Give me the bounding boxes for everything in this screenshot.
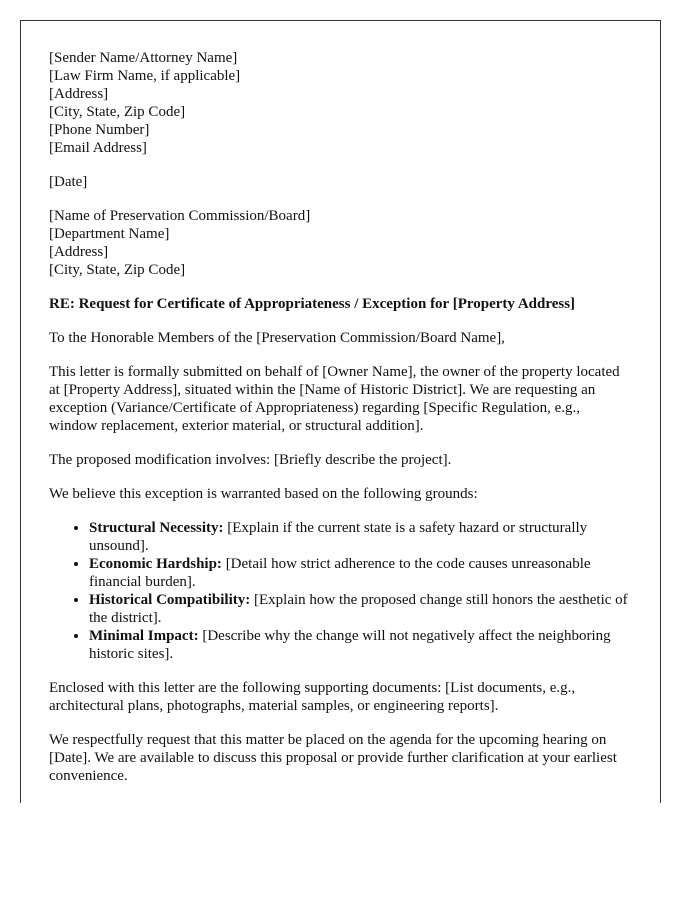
ground-title: Economic Hardship: — [89, 556, 222, 572]
list-item — [89, 555, 631, 591]
sender-address: [Address] — [49, 86, 109, 102]
ground-text: [Describe why the change will not negatively affect the neighboring historic sites]. — [89, 628, 611, 662]
grounds-list — [49, 519, 631, 663]
body-paragraph-4: Enclosed with this letter are the following supporting documents: [List documents, e.g., architectural plans, photographs, material samples, or engineering reports]. — [49, 680, 576, 714]
list-item — [89, 519, 631, 555]
list-item — [89, 627, 631, 663]
sender-firm: [Law Firm Name, if applicable] — [49, 68, 241, 84]
ground-title: Structural Necessity: — [89, 520, 224, 536]
ground-title: Minimal Impact: — [89, 628, 199, 644]
sender-phone: [Phone Number] — [49, 122, 150, 138]
body-paragraph-3: We believe this exception is warranted based on the following grounds: — [49, 486, 478, 502]
body-paragraph-1: This letter is formally submitted on behalf of [Owner Name], the owner of the property located at [Property Address], situated within the [Name of Historic District]. We are requesting an exception (Variance/Certificate of Appropriateness) regarding [Specific Regulation, e.g., window replacement, exterior material, or structural addition]. — [49, 364, 620, 434]
recipient-department: [Department Name] — [49, 226, 170, 242]
ground-text: [Detail how strict adherence to the code causes unreasonable financial burden]. — [89, 556, 591, 590]
letter-date: [Date] — [49, 174, 88, 190]
sender-city: [City, State, Zip Code] — [49, 104, 186, 120]
body-paragraph-2: The proposed modification involves: [Briefly describe the project]. — [49, 452, 452, 468]
recipient-block — [49, 207, 631, 279]
recipient-address: [Address] — [49, 244, 109, 260]
recipient-name: [Name of Preservation Commission/Board] — [49, 208, 311, 224]
ground-text: [Explain how the proposed change still honors the aesthetic of the district]. — [89, 592, 628, 626]
recipient-city: [City, State, Zip Code] — [49, 262, 186, 278]
salutation: To the Honorable Members of the [Preservation Commission/Board Name], — [49, 330, 505, 346]
list-item — [89, 591, 631, 627]
letter-page — [20, 20, 661, 803]
ground-text: [Explain if the current state is a safety hazard or structurally unsound]. — [89, 520, 588, 554]
sender-name: [Sender Name/Attorney Name] — [49, 50, 238, 66]
body-paragraph-5: We respectfully request that this matter be placed on the agenda for the upcoming hearing on [Date]. We are available to discuss this proposal or provide further clarification at your earliest convenience. — [49, 732, 617, 784]
sender-block — [49, 49, 631, 157]
ground-title: Historical Compatibility: — [89, 592, 251, 608]
subject-line: RE: Request for Certificate of Appropriateness / Exception for [Property Address] — [49, 296, 576, 312]
sender-email: [Email Address] — [49, 140, 147, 156]
